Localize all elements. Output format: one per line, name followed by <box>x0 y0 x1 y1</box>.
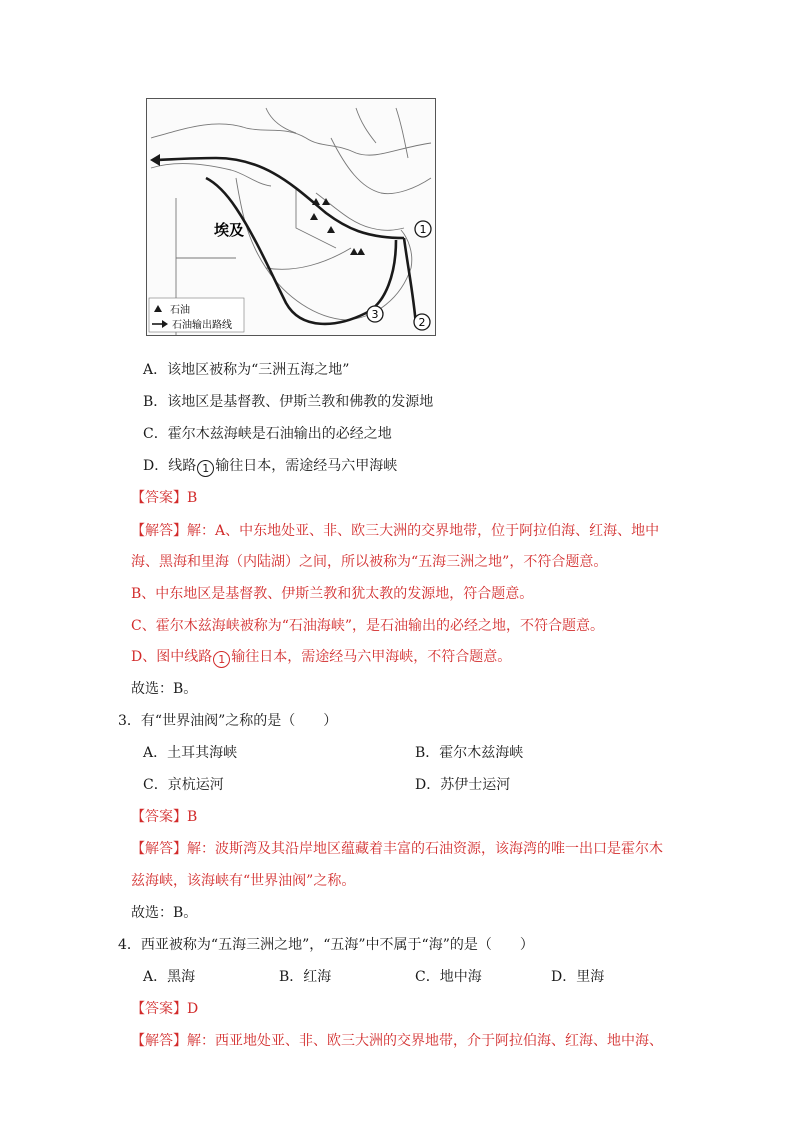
q2-analysis-line-1: 【解答】解：A、中东地处亚、非、欧三大洲的交界地带，位于阿拉伯海、红海、地中 <box>131 523 660 539</box>
route-1-label: 1 <box>419 223 427 236</box>
q3-analysis-line-2: 兹海峡，该海峡有“世界油阀”之称。 <box>131 873 356 889</box>
circled-number-icon: 1 <box>213 651 230 668</box>
route-3-label: 3 <box>371 308 379 321</box>
legend-oil: 石油 <box>170 305 190 316</box>
route-2-label: 2 <box>418 316 426 329</box>
q4-option-c: C．地中海 <box>415 969 482 985</box>
egypt-label: 埃及 <box>214 221 245 239</box>
q4-stem: 4．西亚被称为“五海三洲之地”，“五海”中不属于“海”的是（ ） <box>118 937 534 953</box>
q3-stem: 3．有“世界油阀”之称的是（ ） <box>118 713 338 729</box>
q3-answer: 【答案】B <box>131 809 198 825</box>
q2-option-b: B．该地区是基督教、伊斯兰教和佛教的发源地 <box>143 394 434 410</box>
q4-option-b: B．红海 <box>279 969 332 985</box>
q3-option-d: D．苏伊士运河 <box>415 777 511 793</box>
q3-option-c: C．京杭运河 <box>143 777 224 793</box>
q4-option-d: D．里海 <box>551 969 605 985</box>
q2-analysis-line-5: D、图中线路 1 输往日本，需途经马六甲海峡，不符合题意。 <box>131 649 512 666</box>
q3-conclusion: 故选：B。 <box>131 905 198 921</box>
q2-answer: 【答案】B <box>131 490 198 506</box>
q2-analysis-line-3: B、中东地区是基督教、伊斯兰教和犹太教的发源地，符合题意。 <box>131 586 534 602</box>
q4-answer: 【答案】D <box>131 1001 199 1017</box>
legend-route: 石油输出路线 <box>172 320 232 331</box>
q4-analysis-line-1: 【解答】解：西亚地处亚、非、欧三大洲的交界地带，介于阿拉伯海、红海、地中海、 <box>131 1033 663 1049</box>
q2-option-a: A．该地区被称为“三洲五海之地” <box>143 362 350 378</box>
q2-option-c: C．霍尔木兹海峡是石油输出的必经之地 <box>143 426 392 442</box>
q3-option-a: A．土耳其海峡 <box>143 745 238 761</box>
circled-number-icon: 1 <box>197 460 214 477</box>
q2-analysis-line-2: 海、黑海和里海（内陆湖）之间，所以被称为“五海三洲之地”，不符合题意。 <box>131 554 608 570</box>
q3-analysis-line-1: 【解答】解：波斯湾及其沿岸地区蕴藏着丰富的石油资源，该海湾的唯一出口是霍尔木 <box>131 841 663 857</box>
q2-analysis-line-4: C、霍尔木兹海峡被称为“石油海峡”，是石油输出的必经之地，不符合题意。 <box>131 618 605 634</box>
q3-option-b: B．霍尔木兹海峡 <box>415 745 524 761</box>
q4-option-a: A．黑海 <box>143 969 196 985</box>
middle-east-oil-map <box>146 98 436 336</box>
q2-conclusion: 故选：B。 <box>131 681 198 697</box>
q2-option-d: D．线路 1 输往日本，需途经马六甲海峡 <box>143 458 398 475</box>
